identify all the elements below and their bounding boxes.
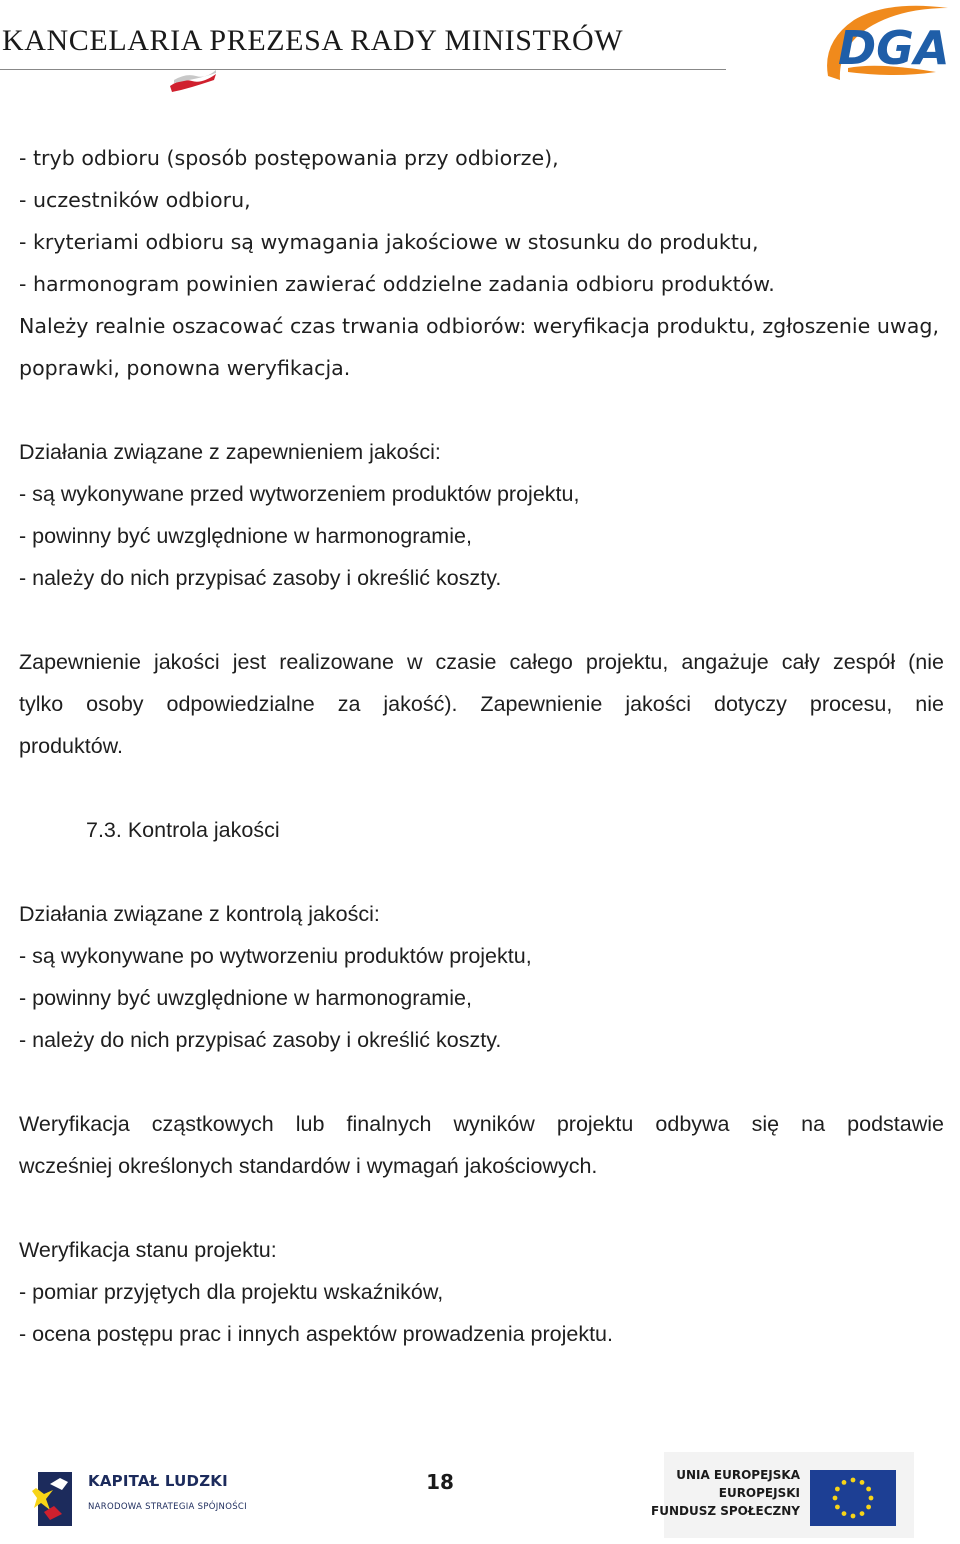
kapital-ludzki-subtitle: NARODOWA STRATEGIA SPÓJNOŚCI — [88, 1502, 247, 1512]
status-intro: Weryfikacja stanu projektu: — [19, 1238, 277, 1262]
list-item: - należy do nich przypisać zasoby i określić koszty. — [19, 1028, 502, 1052]
page-number: 18 — [426, 1470, 454, 1494]
eu-line-1: UNIA EUROPEJSKA — [676, 1468, 800, 1482]
list-item: - ocena postępu prac i innych aspektów prowadzenia projektu. — [19, 1322, 613, 1346]
paragraph-line: produktów. — [19, 734, 123, 758]
list-item: - pomiar przyjętych dla projektu wskaźników, — [19, 1280, 444, 1304]
dga-logo-text: DGA — [838, 21, 950, 75]
paragraph-line: Zapewnienie jakości jest realizowane w czasie całego projektu, angażuje cały zespół (nie — [19, 650, 944, 674]
list-item: - są wykonywane przed wytworzeniem produktów projektu, — [19, 482, 580, 506]
section-heading: 7.3. Kontrola jakości — [86, 818, 280, 842]
eu-line-2: EUROPEJSKI — [718, 1486, 800, 1500]
paragraph-line: wcześniej określonych standardów i wymagań jakościowych. — [19, 1154, 598, 1178]
paragraph-line: poprawki, ponowna weryfikacja. — [19, 356, 351, 380]
paragraph-line: Należy realnie oszacować czas trwania odbiorów: weryfikacja produktu, zgłoszenie uwag, — [19, 314, 939, 338]
qc-intro: Działania związane z kontrolą jakości: — [19, 902, 380, 926]
paragraph-line: tylko osoby odpowiedzialne za jakość). Zapewnienie jakości dotyczy procesu, nie — [19, 692, 944, 716]
page-footer — [0, 1450, 960, 1544]
kprm-title: KANCELARIA PREZESA RADY MINISTRÓW — [2, 24, 624, 57]
kapital-ludzki-title: KAPITAŁ LUDZKI — [88, 1472, 228, 1490]
polish-flag-icon — [168, 68, 218, 92]
list-item: - należy do nich przypisać zasoby i określić koszty. — [19, 566, 502, 590]
list-item: - kryteriami odbioru są wymagania jakościowe w stosunku do produktu, — [19, 230, 759, 254]
list-item: - powinny być uwzględnione w harmonogramie, — [19, 524, 472, 548]
paragraph-line: Weryfikacja cząstkowych lub finalnych wyników projektu odbywa się na podstawie — [19, 1112, 944, 1136]
list-item: - tryb odbioru (sposób postępowania przy odbiorze), — [19, 146, 559, 170]
page-header — [0, 0, 960, 100]
document-body — [19, 137, 944, 1355]
list-item: - uczestników odbioru, — [19, 188, 251, 212]
dga-logo — [818, 2, 956, 94]
header-rule — [0, 69, 726, 70]
list-item: - powinny być uwzględnione w harmonogramie, — [19, 986, 472, 1010]
list-item: - harmonogram powinien zawierać oddzielne zadania odbioru produktów. — [19, 272, 775, 296]
eu-line-3: FUNDUSZ SPOŁECZNY — [651, 1504, 800, 1518]
qa-intro: Działania związane z zapewnieniem jakości: — [19, 440, 441, 464]
list-item: - są wykonywane po wytworzeniu produktów projektu, — [19, 944, 532, 968]
eu-flag-icon — [810, 1470, 896, 1526]
eu-logo-box — [651, 1452, 914, 1538]
eu-logo-text — [651, 1466, 800, 1520]
